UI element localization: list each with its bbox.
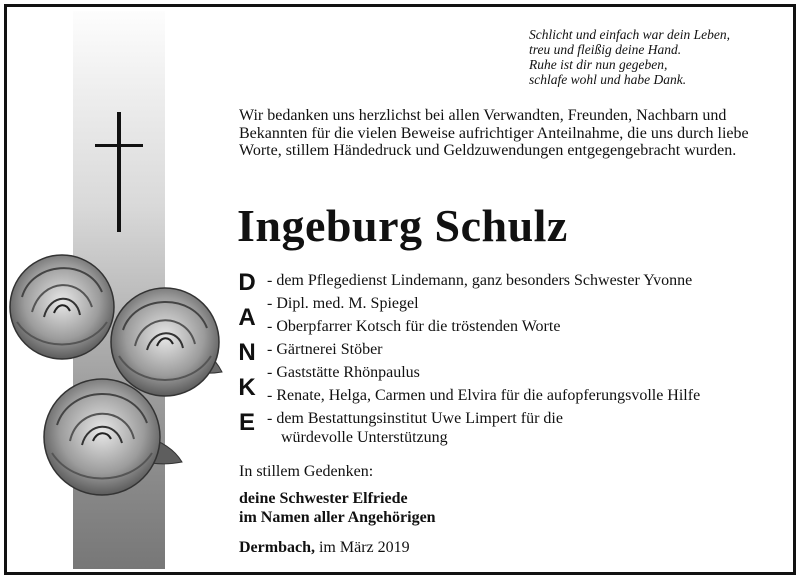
thanks-item: - dem Bestattungsinstitut Uwe Limpert für die [267, 410, 563, 427]
danke-letter: E [238, 409, 255, 436]
rose-1 [10, 255, 114, 359]
thanks-item: - Renate, Helga, Carmen und Elvira für die aufopferungsvolle Hilfe [267, 387, 701, 404]
thanks-item: - Oberpfarrer Kotsch für die tröstenden Worte [267, 318, 561, 335]
poem-line: Ruhe ist dir nun gegeben, [529, 57, 668, 72]
danke-letter: A [238, 304, 256, 331]
deceased-name: Ingeburg Schulz [237, 200, 568, 251]
danke-letter: K [238, 374, 256, 401]
danke-vertical [233, 269, 261, 444]
thanks-list [267, 269, 787, 449]
rose-2 [111, 288, 219, 396]
signer-line: deine Schwester Elfriede [239, 490, 408, 507]
date: im März 2019 [314, 539, 410, 556]
poem-line: Schlicht und einfach war dein Leben, [529, 27, 730, 42]
intro-text: Wir bedanken uns herzlichst bei allen Verwandten, Freunden, Nachbarn und Bekannten für die vielen Beweise aufrichtiger Anteilnahme, die uns durch liebe Worte, stillem Händedruck und Geldzuwendungen entgegengebracht wurden. [239, 107, 749, 159]
place: Dermbach, [239, 539, 315, 556]
poem-line: schlafe wohl und habe Dank. [529, 72, 687, 87]
obituary-frame [4, 4, 796, 575]
rose-3 [44, 379, 160, 495]
thanks-item: - Gaststätte Rhönpaulus [267, 364, 420, 381]
signers [239, 489, 436, 527]
danke-letter: N [238, 339, 256, 366]
roses-image [7, 247, 237, 517]
poem-line: treu und fleißig deine Hand. [529, 42, 682, 57]
danke-letter: D [238, 269, 256, 296]
thanks-item-continuation: würdevolle Unterstützung [281, 429, 448, 446]
place-date [239, 539, 410, 557]
thanks-item: - dem Pflegedienst Lindemann, ganz besonders Schwester Yvonne [267, 272, 693, 289]
thanks-item: - Dipl. med. M. Spiegel [267, 295, 419, 312]
mourning-line: In stillem Gedenken: [239, 463, 374, 480]
cross-icon [95, 112, 143, 232]
poem [529, 27, 789, 87]
thanks-item: - Gärtnerei Stöber [267, 341, 383, 358]
signer-line: im Namen aller Angehörigen [239, 509, 436, 526]
